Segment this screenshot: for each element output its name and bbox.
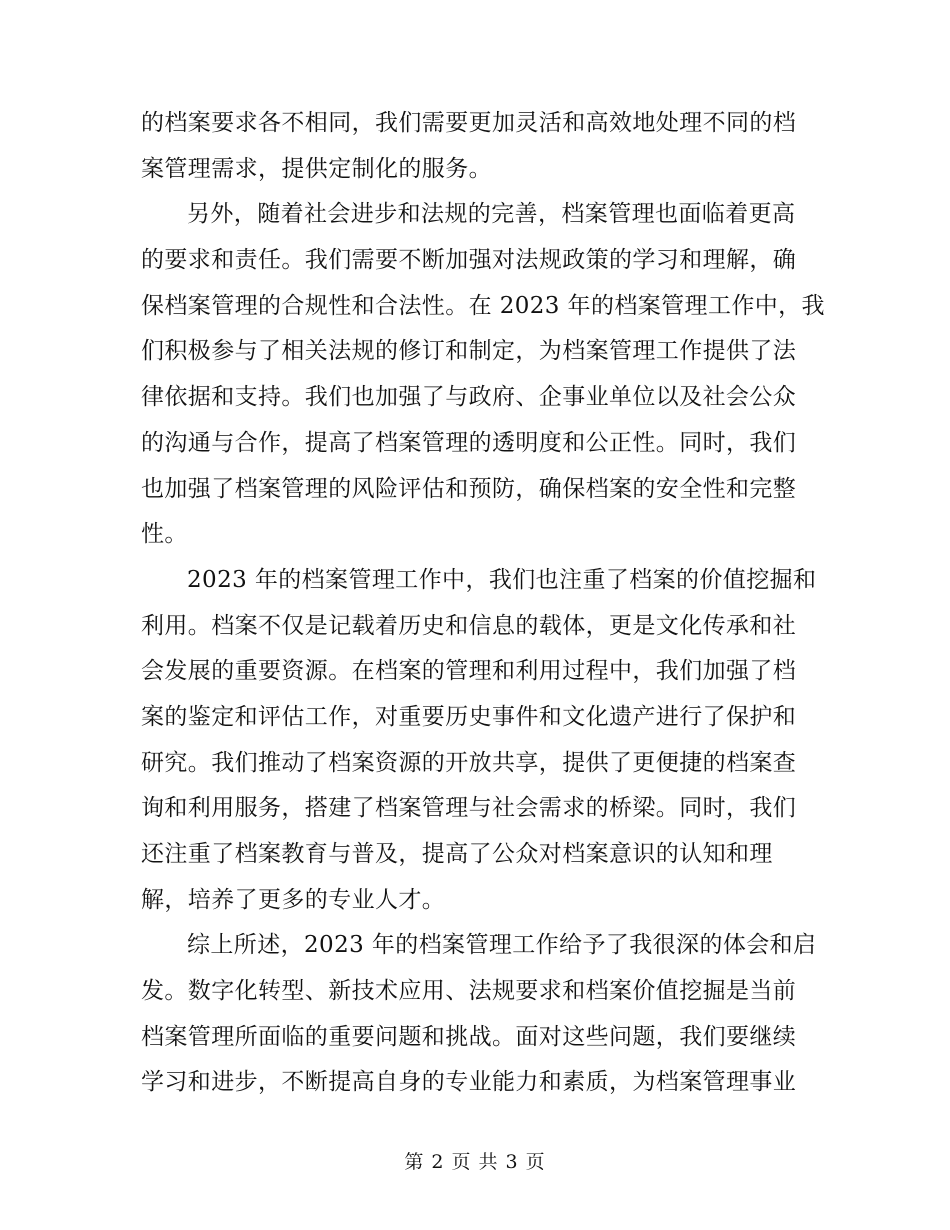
- text-line: 的档案要求各不相同，我们需要更加灵活和高效地处理不同的档: [141, 110, 797, 136]
- text-line: 的沟通与合作，提高了档案管理的透明度和公正性。同时，我们: [141, 429, 797, 456]
- text-line: 保档案管理的合规性和合法性。在 2023 年的档案管理工作中，我: [141, 292, 825, 319]
- text-line: 会发展的重要资源。在档案的管理和利用过程中，我们加强了档: [141, 658, 797, 685]
- text-line: 研究。我们推动了档案资源的开放共享，提供了更便捷的档案查: [141, 749, 797, 776]
- text-line: 们积极参与了相关法规的修订和制定，为档案管理工作提供了法: [141, 338, 797, 365]
- text-line: 利用。档案不仅是记载着历史和信息的载体，更是文化传承和社: [141, 612, 797, 639]
- text-line: 综上所述，2023 年的档案管理工作给予了我很深的体会和启: [187, 932, 817, 959]
- text-line: 还注重了档案教育与普及，提高了公众对档案意识的认知和理: [141, 841, 773, 867]
- text-line: 档案管理所面临的重要问题和挑战。面对这些问题，我们要继续: [141, 1023, 797, 1050]
- document-body: [141, 101, 825, 1106]
- text-line: 询和利用服务，搭建了档案管理与社会需求的桥梁。同时，我们: [141, 795, 797, 822]
- text-line: 发。数字化转型、新技术应用、法规要求和档案价值挖掘是当前: [141, 978, 797, 1005]
- paragraph: [141, 558, 817, 924]
- text-line: 性。: [141, 521, 188, 548]
- paragraph: [141, 101, 806, 192]
- text-line: 学习和进步，不断提高自身的专业能力和素质，为档案管理事业: [141, 1069, 797, 1096]
- paragraph: [141, 923, 817, 1106]
- paragraph: [141, 192, 825, 558]
- text-line: 2023 年的档案管理工作中，我们也注重了档案的价值挖掘和: [187, 566, 817, 593]
- page-footer: 第 2 页 共 3 页: [404, 1151, 546, 1173]
- text-line: 的要求和责任。我们需要不断加强对法规政策的学习和理解，确: [141, 247, 797, 274]
- text-line: 解，培养了更多的专业人才。: [141, 886, 446, 913]
- text-line: 案管理需求，提供定制化的服务。: [141, 155, 492, 182]
- text-line: 也加强了档案管理的风险评估和预防，确保档案的安全性和完整: [141, 475, 797, 502]
- text-line: 律依据和支持。我们也加强了与政府、企事业单位以及社会公众: [141, 384, 797, 411]
- text-line: 案的鉴定和评估工作，对重要历史事件和文化遗产进行了保护和: [141, 703, 797, 730]
- text-line: 另外，随着社会进步和法规的完善，档案管理也面临着更高: [187, 201, 796, 228]
